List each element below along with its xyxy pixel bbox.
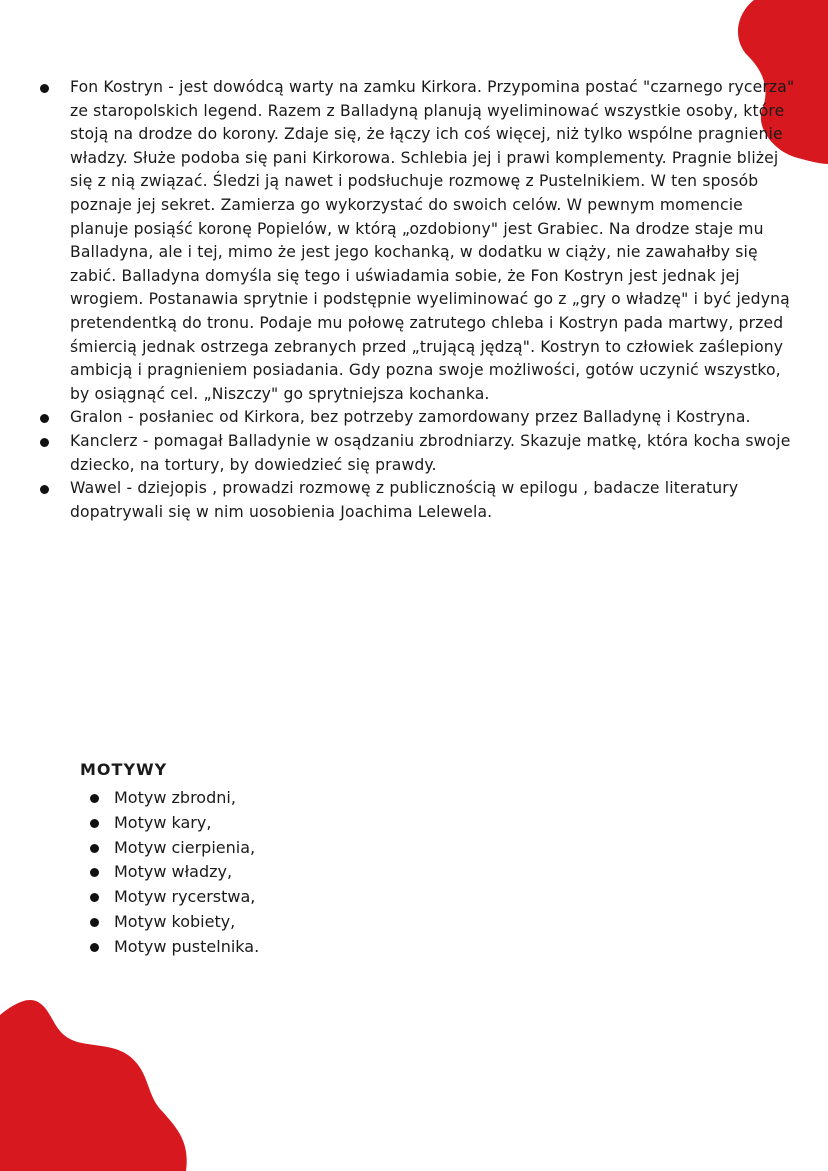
character-description: Wawel - dziejopis , prowadzi rozmowę z publicznością w epilogu , badacze literatury dopatrywali się w nim uosobienia Joachima Lelewela. bbox=[70, 479, 739, 521]
motif-label: Motyw pustelnika. bbox=[114, 936, 260, 956]
list-item bbox=[88, 811, 259, 836]
bullet-icon bbox=[90, 794, 99, 803]
bullet-icon bbox=[40, 485, 49, 494]
list-item bbox=[88, 786, 259, 811]
character-description: Fon Kostryn - jest dowódcą warty na zamku Kirkora. Przypomina postać "czarnego rycerza" ze staropolskich legend. Razem z Balladyną planują wyeliminować wszystkie osoby, które stoją na drodze do korony. Zdaje się, że łączy ich coś więcej, niż tylko wspólne pragnienie władzy. Służe podoba się pani Kirkorowa. Schlebia jej i prawi komplementy. Pragnie bliżej się z nią związać. Śledzi ją nawet i podsłuchuje rozmowę z Pustelnikiem. W ten sposób poznaje jej sekret. Zamierza go wykorzystać do swoich celów. W pewnym momencie planuje posiąść koronę Popielów, w którą „ozdobiony" jest Grabiec. Na drodze staje mu Balladyna, ale i tej, mimo że jest jego kochanką, w dodatku w ciąży, nie zawahałby się zabić. Balladyna domyśla się tego i uświadamia sobie, że Fon Kostryn jest jednak jej wrogiem. Postanawia sprytnie i podstępnie wyeliminować go z „gry o władzę" i być jedyną pretendentką do tronu. Podaje mu połowę zatrutego chleba i Kostryn pada martwy, przed śmiercią jednak ostrzega zebranych przed „trującą jędzą". Kostryn to człowiek zaślepiony ambicją i pragnieniem posiadania. Gdy pozna swoje możliwości, gotów uczynić wszystko, by osiągnąć cel. „Niszczy" go sprytniejsza kochanka. bbox=[70, 78, 795, 403]
list-item bbox=[88, 935, 259, 960]
bullet-icon bbox=[90, 844, 99, 853]
list-item bbox=[36, 76, 796, 406]
character-list bbox=[36, 76, 796, 524]
bullet-icon bbox=[40, 414, 49, 423]
bullet-icon bbox=[90, 918, 99, 927]
bullet-icon bbox=[90, 868, 99, 877]
motif-label: Motyw zbrodni, bbox=[114, 788, 236, 807]
motif-label: Motyw kobiety, bbox=[114, 911, 236, 931]
bullet-icon bbox=[40, 84, 49, 93]
motif-label: Motyw władzy, bbox=[114, 862, 233, 882]
list-item bbox=[36, 430, 796, 477]
list-item bbox=[88, 860, 259, 885]
red-blob-shape bbox=[0, 1000, 187, 1171]
list-item bbox=[36, 406, 796, 430]
character-description: Kanclerz - pomagał Balladynie w osądzaniu zbrodniarzy. Skazuje matkę, która kocha swoje dziecko, na tortury, by dowiedzieć się prawdy. bbox=[70, 431, 791, 474]
character-description: Gralon - posłaniec od Kirkora, bez potrzeby zamordowany przez Balladynę i Kostryna. bbox=[70, 408, 751, 427]
bullet-icon bbox=[40, 438, 49, 447]
motif-label: Motyw rycerstwa, bbox=[114, 887, 256, 907]
motifs-list bbox=[88, 786, 259, 960]
bullet-icon bbox=[90, 819, 99, 828]
motif-label: Motyw kary, bbox=[114, 812, 212, 832]
list-item bbox=[36, 477, 796, 524]
motifs-heading: MOTYWY bbox=[80, 760, 168, 779]
list-item bbox=[88, 910, 259, 935]
list-item bbox=[88, 836, 259, 861]
list-item bbox=[88, 885, 259, 910]
bullet-icon bbox=[90, 893, 99, 902]
red-blob-bottom-left bbox=[0, 991, 200, 1171]
bullet-icon bbox=[90, 943, 99, 952]
motif-label: Motyw cierpienia, bbox=[114, 837, 256, 857]
